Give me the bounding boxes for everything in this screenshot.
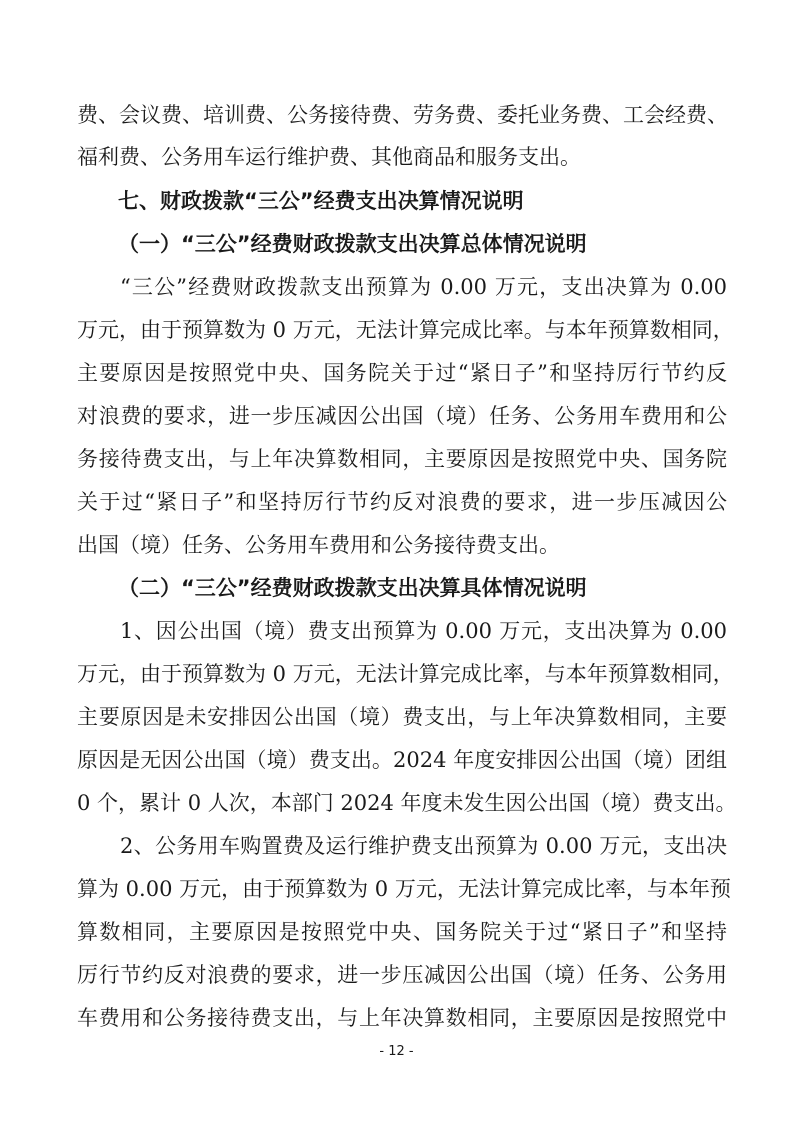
section-heading: 七、财政拨款“三公”经费支出决算情况说明 bbox=[118, 189, 524, 213]
page-number: - 12 - bbox=[379, 1044, 414, 1059]
subsection-heading: （一）“三公”经费财政拨款支出决算总体情况说明 bbox=[118, 232, 587, 256]
text-line: 主要原因是未安排因公出国（境）费支出，与上年决算数相同，主要 bbox=[77, 705, 727, 729]
text-line: 福利费、公务用车运行维护费、其他商品和服务支出。 bbox=[77, 145, 581, 169]
text-line: 费、会议费、培训费、公务接待费、劳务费、委托业务费、工会经费、 bbox=[77, 103, 728, 127]
text-line: 车费用和公务接待费支出，与上年决算数相同，主要原因是按照党中 bbox=[77, 1006, 727, 1030]
text-line: “三公”经费财政拨款支出预算为 0.00 万元，支出决算为 0.00 bbox=[120, 275, 727, 299]
text-line: 2、公务用车购置费及运行维护费支出预算为 0.00 万元，支出决 bbox=[120, 834, 727, 858]
text-line: 厉行节约反对浪费的要求，进一步压减因公出国（境）任务、公务用 bbox=[77, 963, 727, 987]
text-line: 原因是无因公出国（境）费支出。2024 年度安排因公出国（境）团组 bbox=[77, 748, 727, 772]
text-line: 算为 0.00 万元，由于预算数为 0 万元，无法计算完成比率，与本年预 bbox=[77, 877, 731, 901]
text-line: 出国（境）任务、公务用车费用和公务接待费支出。 bbox=[77, 533, 560, 557]
text-line: 务接待费支出，与上年决算数相同，主要原因是按照党中央、国务院 bbox=[77, 447, 727, 471]
text-line: 万元，由于预算数为 0 万元，无法计算完成比率。与本年预算数相同， bbox=[77, 318, 734, 342]
text-line: 关于过“紧日子”和坚持厉行节约反对浪费的要求，进一步压减因公 bbox=[77, 490, 727, 514]
text-line: 1、因公出国（境）费支出预算为 0.00 万元，支出决算为 0.00 bbox=[120, 619, 727, 643]
text-line: 0 个，累计 0 人次，本部门 2024 年度未发生因公出国（境）费支出。 bbox=[77, 791, 737, 815]
subsection-heading: （二）“三公”经费财政拨款支出决算具体情况说明 bbox=[118, 576, 587, 600]
text-line: 对浪费的要求，进一步压减因公出国（境）任务、公务用车费用和公 bbox=[77, 404, 727, 428]
text-line: 主要原因是按照党中央、国务院关于过“紧日子”和坚持厉行节约反 bbox=[77, 361, 727, 385]
text-line: 算数相同，主要原因是按照党中央、国务院关于过“紧日子”和坚持 bbox=[77, 920, 727, 944]
text-line: 万元，由于预算数为 0 万元，无法计算完成比率，与本年预算数相同， bbox=[77, 662, 734, 686]
